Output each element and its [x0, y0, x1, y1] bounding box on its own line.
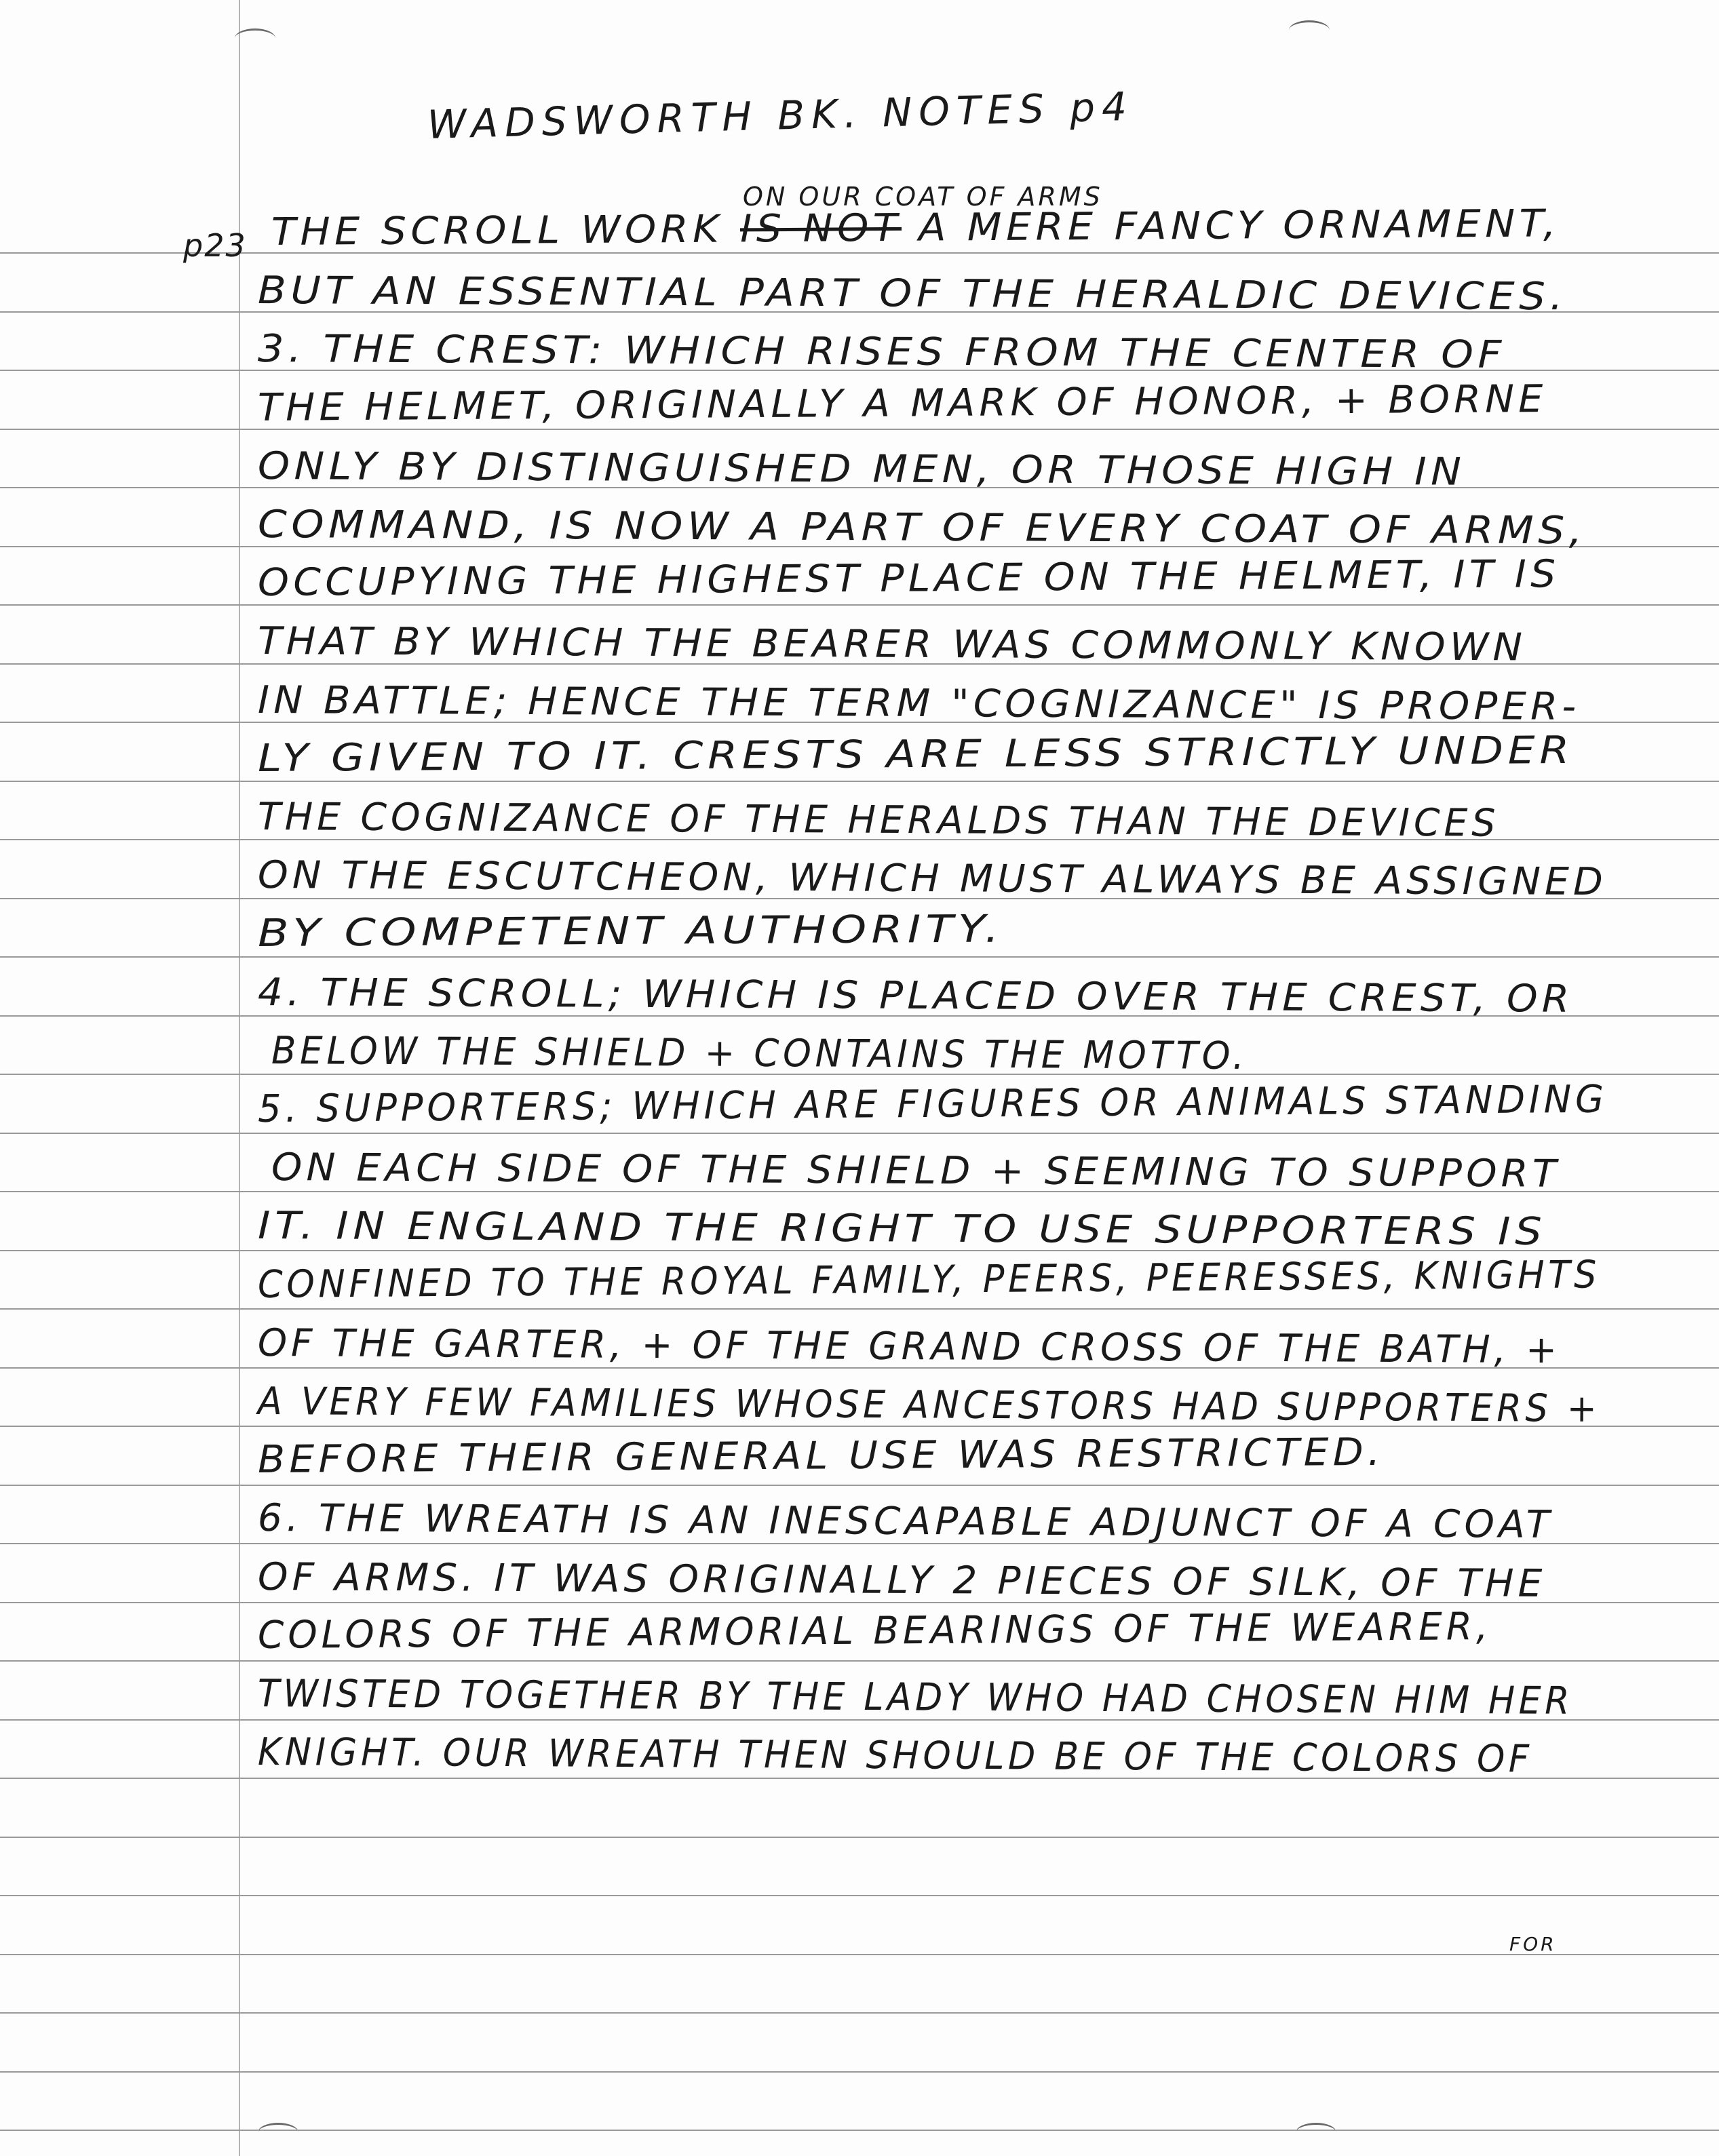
ruled-line	[0, 2071, 1719, 2073]
text-segment: BEFORE THEIR GENERAL USE WAS RESTRICTED.	[257, 1430, 1385, 1482]
text-line	[258, 678, 1581, 729]
text-segment: THE COGNIZANCE OF THE HERALDS THAN THE DEVICES	[257, 795, 1500, 846]
text-segment: A MERE FANCY ORNAMENT,	[901, 201, 1561, 250]
ruled-line	[0, 781, 1719, 782]
text-line	[258, 327, 1506, 377]
text-segment: THAT BY WHICH THE BEARER WAS COMMONLY KNOWN	[257, 619, 1527, 670]
text-line	[258, 619, 1527, 669]
text-line	[258, 728, 1575, 781]
ruled-line	[0, 1660, 1719, 1662]
text-segment: KNIGHT. OUR WREATH THEN SHOULD BE OF THE COLORS OF	[257, 1730, 1533, 1782]
text-line	[258, 971, 1574, 1021]
ruled-line	[0, 1308, 1719, 1310]
struck-text: IS NOT	[739, 205, 902, 252]
text-line	[271, 1145, 1561, 1196]
ruled-line	[0, 1133, 1719, 1134]
punch-hole-right	[1289, 20, 1330, 40]
text-line	[258, 444, 1466, 494]
text-line	[271, 201, 1560, 254]
text-line	[258, 853, 1607, 904]
text-line	[271, 1029, 1248, 1078]
text-segment: LY GIVEN TO IT. CRESTS ARE LESS STRICTLY UNDER	[257, 728, 1575, 781]
text-line	[258, 1204, 1547, 1254]
text-line	[258, 1730, 1533, 1782]
punch-hole-left	[235, 28, 275, 48]
text-segment: 4. THE SCROLL; WHICH IS PLACED OVER THE CREST, OR	[257, 971, 1574, 1021]
text-segment: COLORS OF THE ARMORIAL BEARINGS OF THE WEARER,	[257, 1605, 1492, 1658]
ruled-line	[0, 1485, 1719, 1486]
text-line	[258, 269, 1568, 319]
text-segment: COMMAND, IS NOW A PART OF EVERY COAT OF ARMS,	[257, 503, 1587, 553]
ruled-line	[0, 1837, 1719, 1838]
text-line	[258, 552, 1560, 605]
text-line	[258, 907, 1004, 956]
page-reference: p23	[183, 227, 247, 264]
text-segment: ON EACH SIDE OF THE SHIELD + SEEMING TO SUPPORT	[271, 1145, 1561, 1196]
inserted-note-2: FOR	[1509, 1933, 1557, 1955]
text-segment: A VERY FEW FAMILIES WHOSE ANCESTORS HAD SUPPORTERS +	[257, 1379, 1601, 1432]
text-line	[258, 1672, 1573, 1723]
text-segment: IT. IN ENGLAND THE RIGHT TO USE SUPPORTERS IS	[257, 1204, 1547, 1254]
text-segment: 3. THE CREST: WHICH RISES FROM THE CENTER OF	[257, 327, 1506, 377]
text-line	[258, 1321, 1561, 1372]
text-segment: TWISTED TOGETHER BY THE LADY WHO HAD CHOSEN HIM HER	[257, 1672, 1574, 1723]
text-line	[258, 1605, 1492, 1658]
text-segment: OF ARMS. IT WAS ORIGINALLY 2 PIECES OF SILK, OF THE	[257, 1555, 1547, 1606]
text-segment: OCCUPYING THE HIGHEST PLACE ON THE HELMET, IT IS	[257, 552, 1560, 605]
margin-line	[239, 0, 240, 2156]
ruled-line	[0, 1954, 1719, 1955]
text-line	[258, 1555, 1547, 1606]
text-line	[258, 1430, 1385, 1482]
text-segment: OF THE GARTER, + OF THE GRAND CROSS OF THE BATH, +	[257, 1321, 1562, 1373]
ruled-line	[0, 956, 1719, 958]
ruled-line	[0, 1895, 1719, 1896]
text-line	[258, 1078, 1608, 1131]
ruled-line	[0, 2012, 1719, 2014]
text-segment: BUT AN ESSENTIAL PART OF THE HERALDIC DEVICES.	[257, 269, 1568, 319]
text-segment: BELOW THE SHIELD + CONTAINS THE MOTTO.	[271, 1029, 1248, 1078]
text-segment: ON THE ESCUTCHEON, WHICH MUST ALWAYS BE ASSIGNED	[257, 853, 1608, 905]
text-segment: THE HELMET, ORIGINALLY A MARK OF HONOR, + BORNE	[257, 377, 1547, 430]
text-line	[258, 503, 1587, 553]
text-segment: CONFINED TO THE ROYAL FAMILY, PEERS, PEERESSES, KNIGHTS	[257, 1253, 1601, 1307]
text-segment: 5. SUPPORTERS; WHICH ARE FIGURES OR ANIMALS STANDING	[257, 1077, 1608, 1131]
text-segment: ONLY BY DISTINGUISHED MEN, OR THOSE HIGH IN	[257, 444, 1466, 494]
text-line	[258, 1379, 1601, 1431]
text-segment: BY COMPETENT AUTHORITY.	[257, 907, 1004, 956]
text-segment: IN BATTLE; HENCE THE TERM "COGNIZANCE" IS PROPER-	[257, 678, 1581, 729]
inserted-note: ON OUR COAT OF ARMS	[743, 182, 1103, 212]
text-line	[258, 1496, 1554, 1547]
ruled-line	[0, 252, 1719, 254]
page-header: WADSWORTH BK. NOTES p4	[427, 83, 1134, 148]
ruled-line	[0, 2130, 1719, 2131]
punch-hole-bottom-left	[258, 2123, 298, 2142]
text-line	[258, 1253, 1600, 1307]
text-segment: THE SCROLL WORK	[271, 207, 741, 254]
text-segment: 6. THE WREATH IS AN INESCAPABLE ADJUNCT OF A COAT	[257, 1496, 1554, 1547]
text-line	[258, 377, 1547, 430]
text-line	[258, 795, 1500, 846]
punch-hole-bottom-right	[1296, 2123, 1336, 2142]
